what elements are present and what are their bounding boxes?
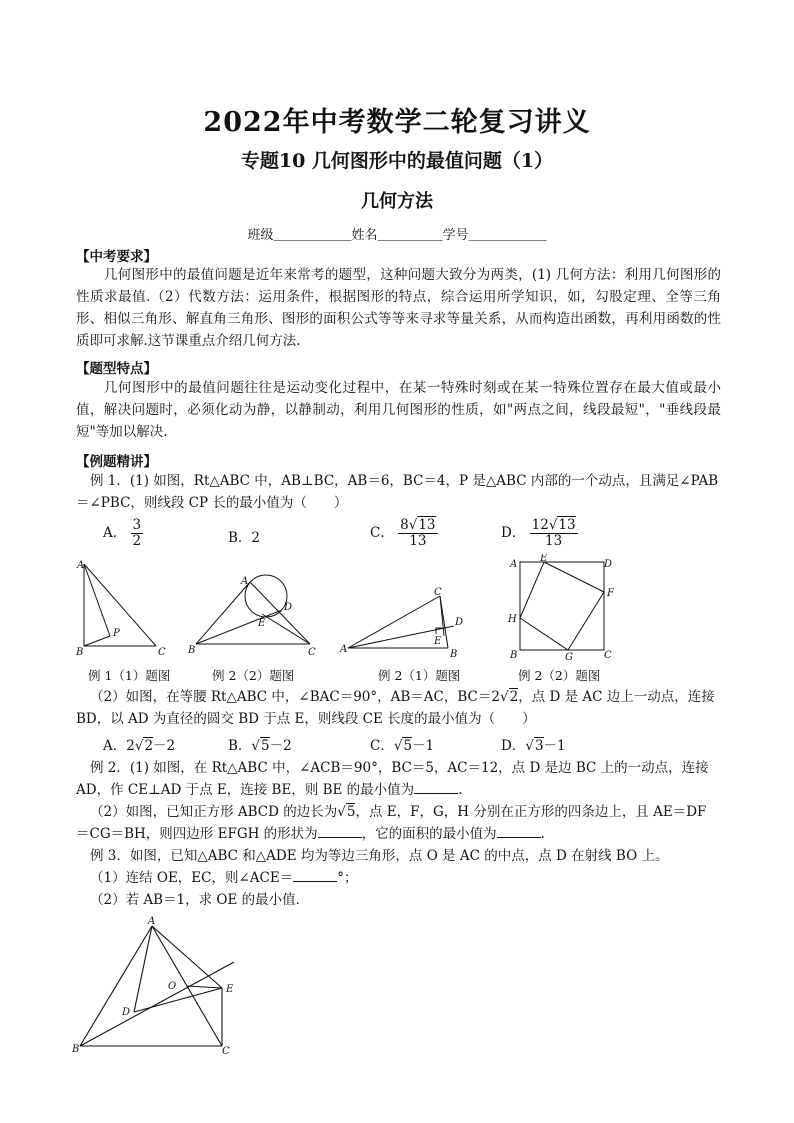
caption-fig1: 例 1（1）题图 [88,668,171,683]
figure-ex1-1 [74,556,174,660]
fig4-label-e: E [540,554,548,564]
figure-ex1-2 [186,556,322,660]
fig3-label-c: C [434,587,442,598]
ex1-1-line1: 例 1．(1) 如图，Rt△ABC 中，AB⊥BC，AB＝6，BC＝4，P 是△ABC 内部的一个动点，且满足∠PAB [90,473,719,489]
ex1-2-option-b: B．√5－2 [228,738,292,754]
fig4-label-g: G [565,652,573,660]
caption-fig4: 例 2（2）题图 [518,668,601,683]
fig3-label-a: A [340,644,348,655]
ex1-2-line2: BD，以 AD 为直径的圆交 BD 于点 E，则线段 CE 长度的最小值为（ ） [76,711,536,727]
document-subtitle: 专题10 几何图形中的最值问题（1） [240,150,554,172]
class-name-number-line: 班级＿＿＿＿＿＿姓名＿＿＿＿＿学号＿＿＿＿＿＿ [247,228,547,243]
fig3-label-d: D [455,617,464,628]
features-text: 几何图形中的最值问题往往是运动变化过程中，在某一特殊时刻或在某一特殊位置存在最大值或最小值，解决问题时，必须化动为静，以静制动，利用几何图形的性质，如"两点之间，线段最短"，"垂线段最短"等加以解决. [76,380,721,440]
fig3-label-e: E [434,636,442,647]
ex2-1-answer-blank[interactable] [414,781,458,794]
ex1-1-line2: ＝∠PBC，则线段 CP 长的最小值为（ ） [76,495,348,511]
requirements-heading: 【中考要求】 [76,249,157,265]
features-heading: 【题型特点】 [76,361,157,377]
document-title: 2022年中考数学二轮复习讲义 [203,107,591,138]
requirements-text: 几何图形中的最值问题是近年来常考的题型，这种问题大致分为两类，(1) 几何方法：利用几何图形的性质求最值.（2）代数方法：运用条件，根据图形的特点，综合运用所学知识，如，勾股定理、全等三角形、相似三角形、解直角三角形、图形的面积公式等等来寻求等量关系，从而构造出函数，再利用函数的性质即可求解.这节课重点介绍几何方法. [76,267,721,349]
ex1-1-option-a: A． $\frac{3}{2}$ [103,517,142,549]
ex3-question2: （2）若 AB＝1，求 OE 的最小值． [90,892,310,908]
fig1-label-a: A [77,560,85,571]
fig5-label-a: A [148,916,156,927]
ex3-angle-blank[interactable] [293,869,337,882]
fig4-label-h: H [508,614,517,625]
ex1-1-option-b: B．2 [228,530,261,546]
examples-heading: 【例题精讲】 [76,454,157,470]
ex2-1-line1: 例 2．(1) 如图，在 Rt△ABC 中，∠ACB＝90°，BC＝5，AC＝12，点 D 是边 BC 上的一动点，连接 [90,760,709,776]
caption-fig3: 例 2（1）题图 [378,668,461,683]
fig4-label-a: A [510,559,518,570]
ex2-2-line1: （2）如图，已知正方形 ABCD 的边长为√5，点 E，F，G，H 分别在正方形的四条边上，且 AE＝DF [90,804,707,820]
ex1-2-line1: （2）如图，在等腰 Rt△ABC 中，∠BAC＝90°，AB＝AC，BC＝2√2，点 D 是 AC 边上一动点，连接 [90,689,715,705]
figure-ex3 [70,916,250,1060]
caption-fig2: 例 2（2）题图 [212,668,295,683]
fig4-label-d: D [604,559,613,570]
fig4-label-f: F [607,588,614,599]
ex2-2-shape-blank[interactable] [318,825,362,838]
fig2-label-c: C [308,647,316,658]
ex1-1-option-c: C． $\frac{8√13}{13}$ [370,517,436,549]
ex3-line1: 例 3．如图，已知△ABC 和△ADE 均为等边三角形，点 O 是 AC 的中点，点 D 在射线 BO 上。 [90,848,669,864]
fig2-label-a: A [241,576,249,587]
ex1-1-option-d: D． $\frac{12√13}{13}$ [501,517,576,549]
fig1-label-b: B [76,647,84,658]
fig3-label-b: B [450,649,458,660]
ex2-1-line2: AD，作 CE⊥AD 于点 E，连接 BE，则 BE 的最小值为 . [76,782,463,798]
fig5-label-b: B [72,1044,80,1055]
figure-ex2-1 [338,582,474,660]
ex1-2-option-d: D．√3－1 [501,738,566,754]
fig5-label-d: D [122,1007,131,1018]
fig2-label-d: D [284,602,293,613]
figure-ex2-2 [504,554,616,660]
ex1-2-option-a: A．2√2－2 [103,738,176,754]
fig4-label-c: C [604,650,612,660]
ex2-2-area-blank[interactable] [497,825,541,838]
ex3-question1: （1）连结 OE，EC，则∠ACE＝ °； [90,870,358,886]
section-title: 几何方法 [361,191,433,212]
fig1-label-c: C [158,647,166,658]
ex1-2-option-c: C．√5－1 [370,738,435,754]
fig5-label-c: C [222,1046,230,1057]
fig2-label-e: E [258,618,266,629]
fig2-label-b: B [188,645,196,656]
ex2-2-line2: ＝CG＝BH，则四边形 EFGH 的形状为 ，它的面积的最小值为 . [76,826,545,842]
fig5-label-e: E [226,984,234,995]
fig4-label-b: B [510,650,518,660]
fig1-label-p: P [113,628,120,639]
fig5-label-o: O [168,981,177,992]
